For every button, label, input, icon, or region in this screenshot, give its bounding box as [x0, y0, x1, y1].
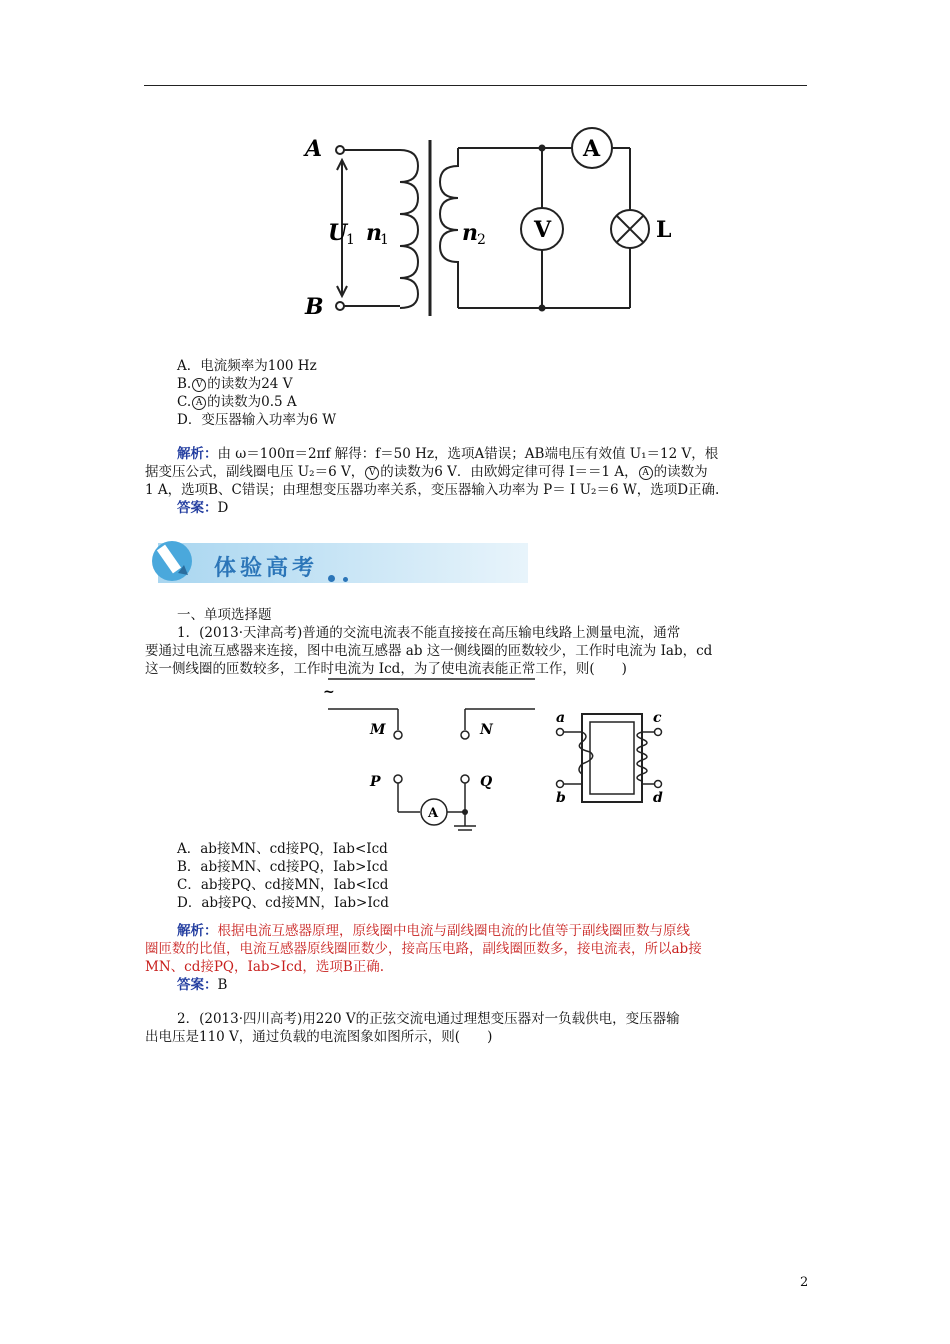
banner-dots	[328, 567, 348, 586]
terminal-n-label: N	[480, 722, 493, 738]
voltmeter-label: V	[534, 217, 552, 243]
option-c: C. A 的读数为0.5 A	[177, 394, 297, 410]
q1-analysis-line-2: 圈匝数的比值，电流互感器原线圈匝数少，接高压电路，副线圈匝数多，接电流表，所以ab接	[145, 941, 702, 957]
ammeter-label: A	[583, 136, 601, 162]
section-banner	[148, 531, 528, 591]
ac-source-tilde: ~	[323, 684, 335, 700]
terminal-m-label: M	[370, 722, 386, 738]
terminal-b-small: b	[556, 790, 566, 806]
page-number: 2	[800, 1275, 809, 1290]
terminal-p-label: P	[370, 774, 381, 790]
terminal-a-label: A	[305, 136, 323, 162]
n2-subscript: 2	[477, 232, 486, 248]
q2-line-2: 出电压是110 V，通过负载的电流图象如图所示，则( )	[145, 1029, 493, 1045]
voltmeter-symbol-icon: V	[192, 378, 206, 392]
q1-option-d: D．ab接PQ、cd接MN，Iab>Icd	[177, 895, 389, 911]
terminal-a-small: a	[556, 710, 566, 726]
terminal-b-label: B	[305, 294, 324, 320]
ammeter-symbol-icon: A	[192, 396, 206, 410]
n2-label: n	[462, 220, 478, 246]
terminal-c-small: c	[653, 710, 662, 726]
header-rule	[144, 85, 807, 86]
q1-analysis-line-1: 解析：根据电流互感器原理，原线圈中电流与副线圈电流的比值等于副线圈匝数与原线	[177, 923, 690, 939]
q1-line-3: 这一侧线圈的匝数较多，工作时电流为 Icd，为了使电流表能正常工作，则( )	[145, 661, 627, 677]
q1-line-1: 1．(2013·天津高考)普通的交流电流表不能直接接在高压输电线路上测量电流，通常	[177, 625, 681, 641]
option-d: D．变压器输入功率为6 W	[177, 412, 337, 428]
q1-option-a: A．ab接MN、cd接PQ，Iab<Icd	[177, 841, 388, 857]
n1-label: n	[366, 220, 382, 246]
q1-option-c: C．ab接PQ、cd接MN，Iab<Icd	[177, 877, 389, 893]
u1-subscript: 1	[346, 232, 355, 248]
q1-option-b: B．ab接MN、cd接PQ，Iab>Icd	[177, 859, 388, 875]
terminal-d-small: d	[653, 790, 663, 806]
option-a: A．电流频率为100 Hz	[177, 358, 317, 374]
n1-subscript: 1	[380, 232, 389, 248]
ammeter-label: A	[428, 806, 439, 821]
ammeter-symbol-icon: A	[639, 466, 653, 480]
banner-title: 体验高考	[214, 555, 319, 581]
q1-answer-line: 答案：B	[177, 977, 228, 993]
section-heading: 一、单项选择题	[177, 607, 272, 623]
q1-line-2: 要通过电流互感器来连接，图中电流互感器 ab 这一侧线圈的匝数较少，工作时电流为 Iab，cd	[145, 643, 713, 659]
answer-line: 答案：D	[177, 500, 229, 516]
u1-label: U	[328, 220, 348, 246]
current-transformer-diagram	[320, 676, 680, 836]
pencil-icon	[152, 541, 192, 581]
voltmeter-symbol-icon: V	[365, 466, 379, 480]
option-b: B. V 的读数为24 V	[177, 376, 293, 392]
q1-analysis-line-3: MN、cd接PQ，Iab>Icd，选项B正确.	[145, 959, 385, 975]
analysis-line-2: 据变压公式，副线圈电压 U₂＝6 V， V 的读数为6 V．由欧姆定律可得 I＝＝1 A， A 的读数为	[145, 464, 708, 480]
transformer-circuit-diagram	[300, 120, 690, 320]
analysis-line-1: 解析：由 ω＝100π＝2πf 解得：f＝50 Hz，选项A错误；AB端电压有效值 U₁＝12 V，根	[177, 446, 719, 462]
q2-line-1: 2．(2013·四川高考)用220 V的正弦交流电通过理想变压器对一负载供电，变压器输	[177, 1011, 680, 1027]
terminal-q-label: Q	[480, 774, 493, 790]
analysis-line-3: 1 A，选项B、C错误；由理想变压器功率关系，变压器输入功率为 P＝ I U₂＝6 W，选项D正确.	[145, 482, 720, 498]
lamp-label: L	[656, 217, 672, 243]
